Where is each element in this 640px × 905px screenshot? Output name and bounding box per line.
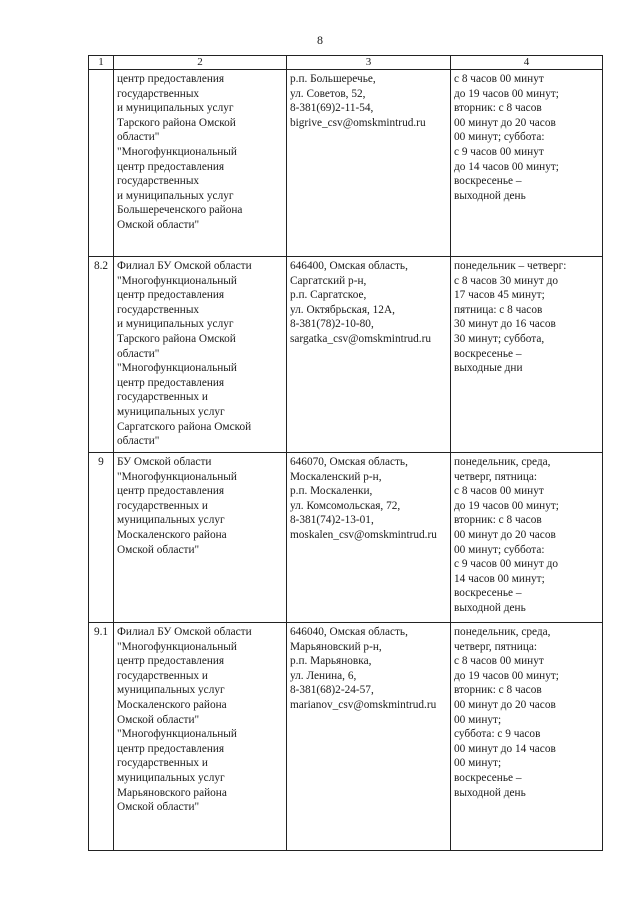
cell-line: вторник: с 8 часов [454,684,542,697]
cell-line: области" [117,347,160,360]
cell-line: р.п. Москаленки, [290,485,373,498]
row-number: 9 [89,453,114,623]
cell-line: Филиал БУ Омской области [117,260,252,272]
cell-line: Омской области" [117,801,200,814]
cell-line: 00 минут; [454,757,502,770]
cell-line: Марьяновского района [117,786,227,799]
cell-line: с 8 часов 00 минут [454,73,544,85]
cell-line: Большереченского района [117,204,243,217]
cell-line: области" [117,435,160,448]
working-hours-cell [451,70,603,257]
table-row [89,453,603,623]
cell-line: муниципальных услуг [117,514,225,527]
cell-line: Омской области" [117,713,200,726]
cell-line: Омской области" [117,218,200,231]
cell-line: Москаленского района [117,698,227,711]
cell-line: "Многофункциональный [117,640,237,653]
cell-line: выходной день [454,601,526,614]
page-number: 8 [317,33,323,47]
cell-line: государственных и [117,391,208,404]
table-row [89,70,603,257]
cell-line: 8-381(74)2-13-01, [290,514,374,527]
cell-line: и муниципальных услуг [117,189,234,202]
address-cell [287,453,451,623]
cell-line: ул. Ленина, 6, [290,669,357,682]
cell-line: marianov_csv@omskmintrud.ru [290,698,437,711]
column-header-1: 1 [89,56,114,70]
cell-line: выходной день [454,189,526,202]
cell-line: sargatka_csv@omskmintrud.ru [290,332,432,345]
cell-line: Омской области" [117,543,200,556]
cell-line: р.п. Большеречье, [290,73,376,85]
cell-line: 646070, Омская область, [290,456,408,468]
cell-line: Тарского района Омской [117,332,236,345]
cell-line: Москаленского района [117,528,227,541]
cell-line: с 8 часов 00 минут [454,485,544,498]
cell-line: Тарского района Омской [117,116,236,129]
cell-line: выходные дни [454,362,523,375]
cell-line: вторник: с 8 часов [454,514,542,527]
cell-line: Саргатский р-н, [290,274,367,287]
cell-line: выходной день [454,786,526,799]
cell-line: Филиал БУ Омской области [117,626,252,638]
cell-line: 00 минут; суббота: [454,543,545,556]
cell-line: Марьяновский р-н, [290,640,382,653]
cell-line: до 14 часов 00 минут; [454,160,559,173]
cell-line: центр предоставления [117,376,225,389]
cell-line: Москаленский р-н, [290,470,382,483]
cell-line: центр предоставления [117,485,225,498]
address-cell [287,257,451,453]
cell-line: 00 минут; [454,713,502,726]
column-header-3: 3 [287,56,451,70]
cell-line: 30 минут; суббота, [454,332,545,345]
row-number [89,70,114,257]
cell-line: четверг, пятница: [454,640,538,653]
cell-line: области" [117,131,160,144]
cell-line: воскресенье – [454,771,522,784]
cell-line: государственных и [117,499,208,512]
cell-line: 8-381(69)2-11-54, [290,102,374,115]
cell-line: понедельник – четверг: [454,260,567,272]
cell-line: "Многофункциональный [117,362,237,375]
cell-line: с 8 часов 30 минут до [454,274,558,287]
address-cell [287,623,451,851]
cell-line: 8-381(68)2-24-57, [290,684,374,697]
cell-line: 00 минут до 20 часов [454,528,556,541]
organization-cell [114,257,287,453]
cell-line: понедельник, среда, [454,456,551,468]
cell-line: 00 минут до 14 часов [454,742,556,755]
cell-line: центр предоставления [117,289,225,302]
cell-line: Саргатского района Омской [117,420,252,433]
cell-line: bigrive_csv@omskmintrud.ru [290,116,426,129]
cell-line: пятница: с 8 часов [454,303,543,316]
table-row [89,623,603,851]
cell-line: до 19 часов 00 минут; [454,669,559,682]
institutions-table [88,55,603,851]
cell-line: "Многофункциональный [117,145,237,158]
cell-line: и муниципальных услуг [117,102,234,115]
cell-line: вторник: с 8 часов [454,102,542,115]
table-header-row [89,56,603,70]
cell-line: 14 часов 00 минут; [454,572,545,585]
cell-line: 17 часов 45 минут; [454,289,545,302]
cell-line: "Многофункциональный [117,728,237,741]
cell-line: БУ Омской области [117,456,212,468]
organization-cell [114,623,287,851]
organization-cell [114,453,287,623]
cell-line: и муниципальных услуг [117,318,234,331]
cell-line: 646400, Омская область, [290,260,408,272]
organization-cell [114,70,287,257]
cell-line: с 9 часов 00 минут [454,145,544,158]
cell-line: "Многофункциональный [117,274,237,287]
cell-line: 00 минут до 20 часов [454,698,556,711]
cell-line: 646040, Омская область, [290,626,408,638]
cell-line: с 8 часов 00 минут [454,655,544,668]
cell-line: воскресенье – [454,347,522,360]
cell-line: 00 минут; суббота: [454,131,545,144]
cell-line: государственных и [117,669,208,682]
working-hours-cell [451,257,603,453]
cell-line: центр предоставления [117,160,225,173]
cell-line: 8-381(78)2-10-80, [290,318,374,331]
cell-line: суббота: с 9 часов [454,728,541,741]
cell-line: муниципальных услуг [117,771,225,784]
cell-line: центр предоставления [117,73,225,85]
cell-line: муниципальных услуг [117,405,225,418]
cell-line: ул. Комсомольская, 72, [290,499,401,512]
cell-line: р.п. Саргатское, [290,289,367,302]
address-cell [287,70,451,257]
cell-line: ул. Советов, 52, [290,87,366,100]
cell-line: понедельник, среда, [454,626,551,638]
working-hours-cell [451,453,603,623]
cell-line: центр предоставления [117,655,225,668]
cell-line: moskalen_csv@omskmintrud.ru [290,528,437,541]
cell-line: воскресенье – [454,175,522,188]
cell-line: р.п. Марьяновка, [290,655,372,668]
cell-line: ул. Октябрьская, 12А, [290,303,395,316]
cell-line: государственных [117,303,200,316]
table-row [89,257,603,453]
row-number: 9.1 [89,623,114,851]
cell-line: 30 минут до 16 часов [454,318,556,331]
cell-line: государственных и [117,757,208,770]
cell-line: государственных [117,87,200,100]
cell-line: 00 минут до 20 часов [454,116,556,129]
row-number: 8.2 [89,257,114,453]
cell-line: до 19 часов 00 минут; [454,499,559,512]
cell-line: четверг, пятница: [454,470,538,483]
working-hours-cell [451,623,603,851]
cell-line: с 9 часов 00 минут до [454,558,558,571]
cell-line: до 19 часов 00 минут; [454,87,559,100]
cell-line: государственных [117,175,200,188]
cell-line: "Многофункциональный [117,470,237,483]
column-header-4: 4 [451,56,603,70]
cell-line: муниципальных услуг [117,684,225,697]
column-header-2: 2 [114,56,287,70]
cell-line: центр предоставления [117,742,225,755]
cell-line: воскресенье – [454,587,522,600]
